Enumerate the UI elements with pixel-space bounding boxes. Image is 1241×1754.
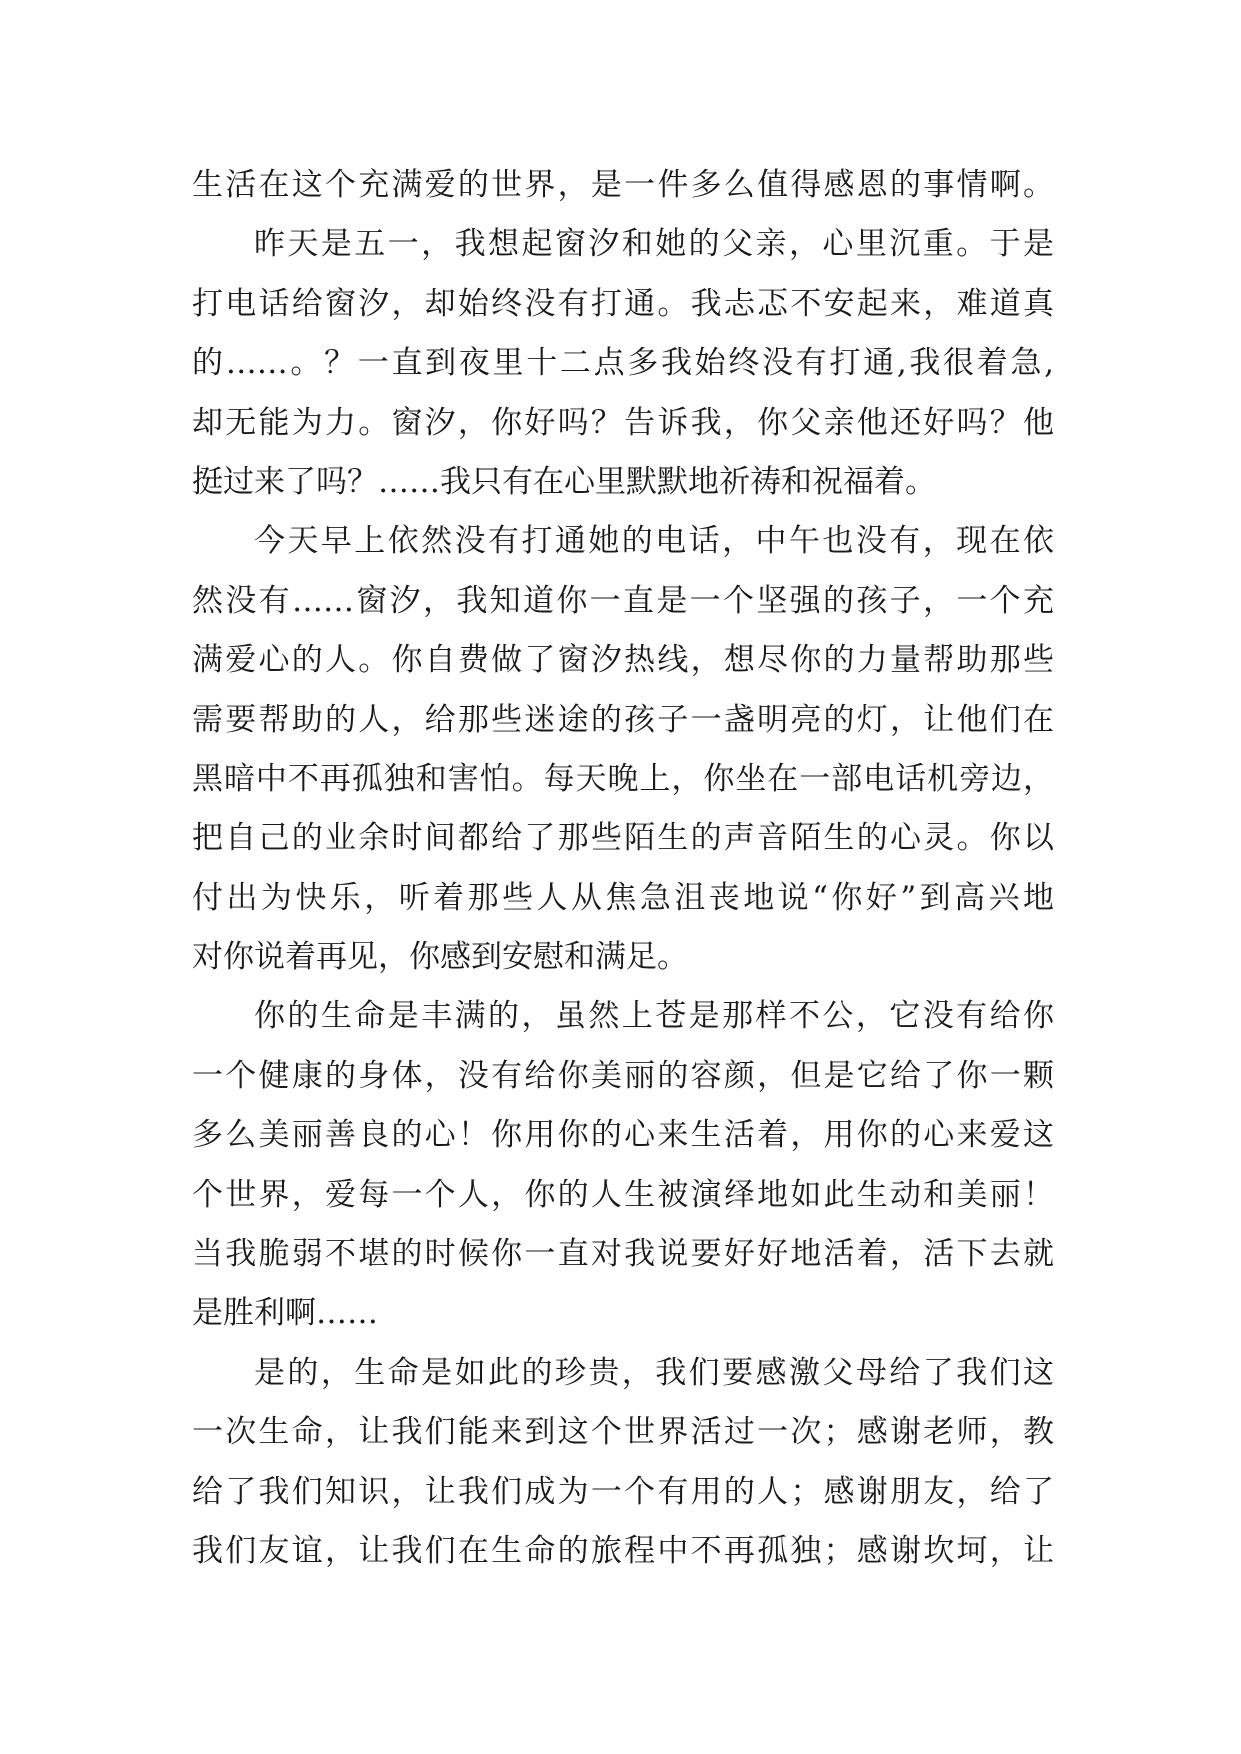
text-line: 然没有……窗汐，我知道你一直是一个坚强的孩子，一个充 — [192, 582, 1054, 619]
text-line: 我们友谊，让我们在生命的旅程中不再孤独；感谢坎坷，让 — [192, 1532, 1054, 1569]
text-line: 黑暗中不再孤独和害怕。每天晚上，你坐在一部电话机旁边， — [192, 760, 1054, 797]
text-line: 满爱心的人。你自费做了窗汐热线，想尽你的力量帮助那些 — [192, 642, 1054, 679]
text-line: 打电话给窗汐，却始终没有打通。我忐忑不安起来，难道真 — [192, 285, 1054, 322]
text-line: 你的生命是丰满的，虽然上苍是那样不公，它没有给你 — [254, 998, 1054, 1035]
text-line: 多么美丽善良的心！你用你的心来生活着，用你的心来爱这 — [192, 1117, 1054, 1154]
text-line: 个世界，爱每一个人，你的人生被演绎地如此生动和美丽！ — [192, 1176, 1054, 1213]
text-line: 昨天是五一，我想起窗汐和她的父亲，心里沉重。于是 — [254, 226, 1054, 263]
text-line: 一个健康的身体，没有给你美丽的容颜，但是它给了你一颗 — [192, 1057, 1054, 1094]
text-line: 挺过来了吗？……我只有在心里默默地祈祷和祝福着。 — [192, 463, 936, 500]
document-body — [192, 156, 1054, 1581]
text-line: 给了我们知识，让我们成为一个有用的人；感谢朋友，给了 — [192, 1473, 1054, 1510]
text-line: 一次生命，让我们能来到这个世界活过一次；感谢老师，教 — [192, 1414, 1054, 1451]
text-line: 是胜利啊…… — [192, 1295, 378, 1332]
text-line: 当我脆弱不堪的时候你一直对我说要好好地活着，活下去就 — [192, 1236, 1054, 1273]
text-line: 对你说着再见，你感到安慰和满足。 — [192, 939, 688, 976]
text-line: 需要帮助的人，给那些迷途的孩子一盏明亮的灯，让他们在 — [192, 701, 1054, 738]
text-line: 付出为快乐，听着那些人从焦急沮丧地说“你好”到高兴地 — [192, 879, 1054, 916]
text-line: 今天早上依然没有打通她的电话，中午也没有，现在依 — [254, 523, 1054, 560]
text-line: 把自己的业余时间都给了那些陌生的声音陌生的心灵。你以 — [192, 820, 1054, 857]
text-line: 生活在这个充满爱的世界，是一件多么值得感恩的事情啊。 — [192, 167, 1054, 203]
text-line: 却无能为力。窗汐，你好吗？告诉我，你父亲他还好吗？他 — [192, 404, 1054, 441]
text-line: 是的，生命是如此的珍贵，我们要感激父母给了我们这 — [254, 1354, 1054, 1391]
text-line: 的……。？一直到夜里十二点多我始终没有打通,我很着急, — [192, 345, 1054, 382]
